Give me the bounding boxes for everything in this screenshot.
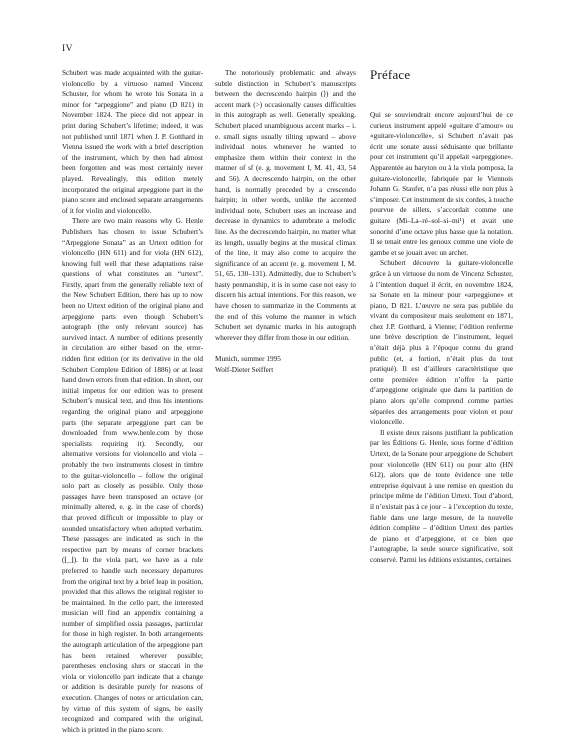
french-paragraph-3: Il existe deux raisons justifiant la publication par les Éditions G. Henle, sous forme d’édition Urtext, de la Sonate pour arpeggione de Schubert pour violoncelle (HN 611) ou pour alto (HN 612), alors que de toute évidence une telle entreprise équivaut à une remise en question du principe même de l’édition Urtext. Tout d’abord, il n’existait pas à ce jour – à l’exception du texte, fiable dans une large mesure, de la nouvelle édition complète – d’édition Urtext des parties de piano et d’arpeggione, et ce bien que l’autographe, la seule source significative, soit conservé. Parmi les éditions existantes, certaines [370,428,513,564]
english-column-1 [62,68,203,735]
english-paragraph-2: There are two main reasons why G. Henle Publishers has chosen to issue Schubert’s “Arpeggione Sonata” as an Urtext edition for violoncello (HN 611) and for viola (HN 612), knowing full well that these adaptations raise questions of what constitutes an “urtext”. Firstly, apart from the generally reliable text of the New Schubert Edition, there has up to now been no Urtext edition of the original piano and arpeggione parts even though Schubert’s autograph (the only relevant source) has survived intact. A number of editions presently in circulation are either based on the error-ridden first edition (or its derivative in the old Schubert Complete Edition of 1886) or at least hand down errors from that edition. In short, our initial impetus for our edition was to present Schubert’s musical text, and thus his intentions regarding the original piano and arpeggione parts (the separate arpeggione part can be downloaded from www.henle.com by those specialists requiring it). Secondly, our alternative versions for violoncello and viola – probably the two instruments closest in timbre to the guitar-violoncello – follow the original solo part as closely as possible. Only those passages have been transposed an octave (or minimally altered, e. g. in the case of chords) that proved difficult or impossible to play or sounded unsatisfactory when adopted verbatim. These passages are indicated as such in the respective part by means of corner brackets (⌊_⌋). In the viola part, we have as a rule preferred to handle such necessary departures from the original text by a brief leap in position, provided that this allows the original register to be maintained. In the cello part, the interested musician will find an appendix containing a number of simplified ossia passages, particular for those in high register. In both arrangements the autograph articulation of the arpeggione part has been retained wherever possible; parentheses enclosing slurs or staccati in the viola or violoncello part indicate that a change or addition is desirable purely for reasons of execution. Changes of notes or articulation can, by virtue of this system of signs, be easily recognized and compared with the original, which is printed in the piano score. [62,217,203,734]
french-paragraph-2: Schubert découvre la guitare-violoncelle grâce à un virtuose du nom de Vincenz Schuster, à l’intention duquel il écrit, en novembre 1824, sa Sonate en la mineur pour «arpeggione» et piano, D 821. L’œuvre ne sera pas publiée du vivant du compositeur mais seulement en 1871, chez J.P. Gotthard, à Vienne; l’édition renferme une brève description de l’instrument, lequel n’était déjà plus à l’époque connu du grand public (et, a fortiori, n’était plus du tout pratiqué). Il est d’ailleurs caractéristique que cette première édition n’offre la partie d’arpeggione originale que dans la partition de piano alors qu’elle comprend comme parties séparées des arrangements pour violon et pour violoncelle. [370,259,513,427]
place-date: Munich, summer 1995 [215,355,281,364]
french-title: Préface [370,67,411,82]
english-column-2 [215,68,356,375]
english-paragraph-3: The notoriously problematic and always subtle distinction in Schubert’s manuscripts between the decrescendo hairpin (⟩) and the accent mark (>) occasionally causes difficulties in this autograph as well. Generally speaking, Schubert placed unambiguous accent marks – i. e. small signs usually tilting upward – above individual notes whenever he wanted to emphasize them within their context in the manner of sf (e. g. movement I, M. 41, 43, 54 and 56). A decrescendo hairpin, on the other hand, is normally preceded by a crescendo hairpin; in other words, unlike the accented individual note, Schubert uses an increase and decrease in dynamics to adumbrate a melodic line. As the decrescendo hairpin, no matter what its length, usually begins at the musical climax of the line, it may also come to acquire the significance of an accent (e. g. movement I, M. 51, 65, 130–131). Admittedly, due to Schubert’s hasty penmanship, it is in some case not easy to discern his actual intentions. For this reason, we have chosen to summarize in the Comments at the end of this volume the manner in which Schubert set dynamic marks in his autograph wherever they differ from those in our edition. [215,69,356,342]
page-number: IV [62,44,74,54]
french-paragraph-1: Qui se souviendrait encore aujourd’hui de ce curieux instrument appelé «guitare d’amour» ou «guitare-violoncelle», si Schubert n’avait pas écrit une sonate aussi séduisante que brillante pour cet instrument qu’il appelait «arpeggione». Apparentée au baryton ou à la viola pomposa, la guitare-violoncelle, fabriquée par le Viennois Johann G. Staufer, n’a pas réussi elle non plus à s’imposer. Cet instrument de six cordes, à touche pourvue de sillets, s’accordait comme une guitare (Mi–La–ré–sol–si–mi¹) et avait une sonorité d’une octave plus basse que la notation. Il se tenait entre les genoux comme une viole de gambe et se jouait avec un archet. [370,111,513,257]
author-name: Wolf-Dieter Seiffert [215,365,274,374]
french-column [370,67,513,566]
english-paragraph-1: Schubert was made acquainted with the guitar-violoncello by a virtuoso named Vincenz Schuster, for whom he wrote his Sonata in a minor for “arpeggione” and piano (D 821) in November 1824. The piece did not appear in print during Schubert’s lifetime; indeed, it was not published until 1871 when J. P. Gotthard in Vienna issued the work with a brief description of the instrument, which by then had almost been forgotten and was most certainly never played. Revealingly, this edition metely incorporated the original arpeggione part in the piano score and enclosed separate arrangements of it for violin and violoncello. [62,69,203,215]
signature-block [215,354,356,375]
